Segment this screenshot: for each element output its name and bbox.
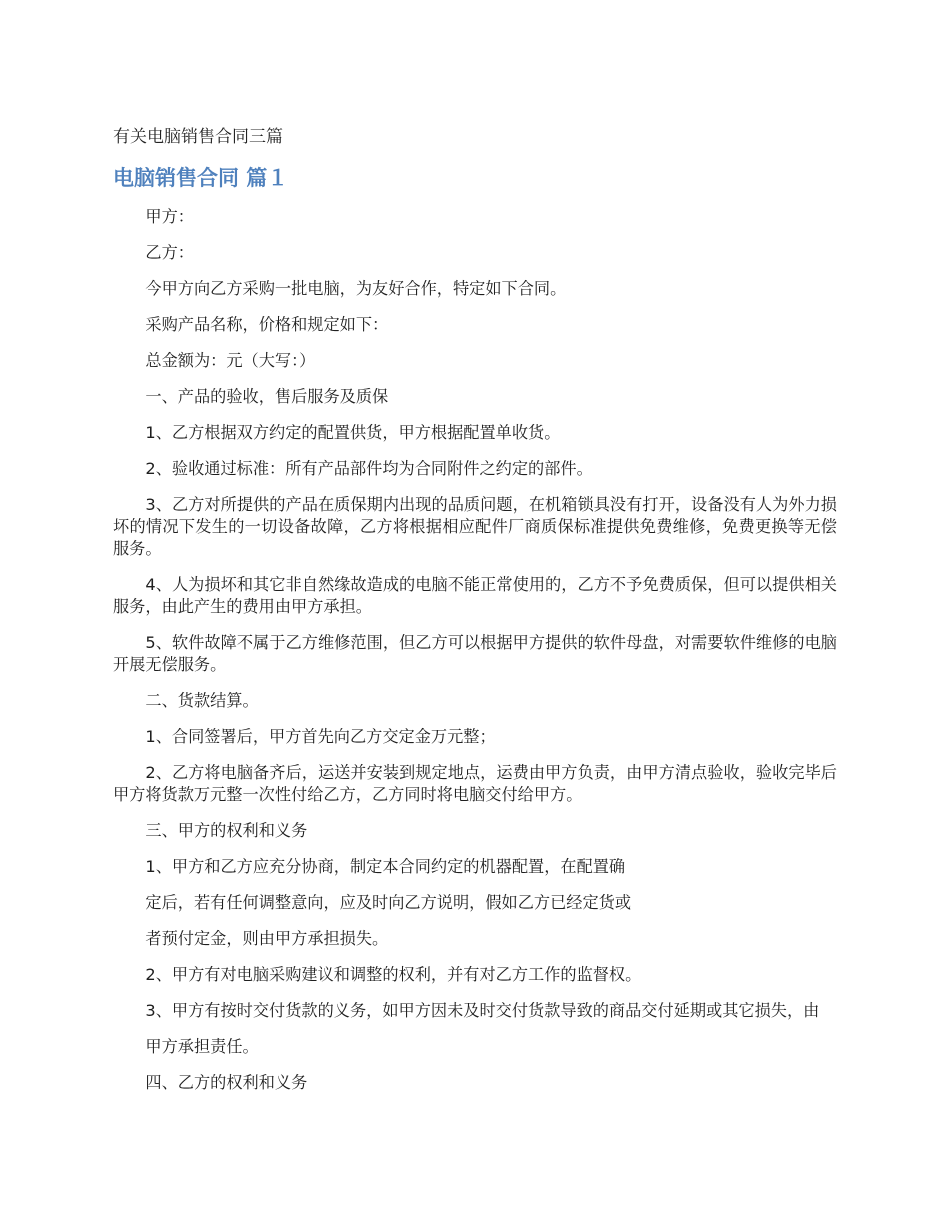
clause-3-1-line-2: 定后，若有任何调整意向，应及时向乙方说明，假如乙方已经定货或 [145,893,632,912]
paragraph-total-amount: 总金额为：元（大写：） [145,351,316,370]
document-body [113,206,837,1108]
paragraph-product-spec: 采购产品名称，价格和规定如下： [145,315,389,334]
clause-1-1: 1、乙方根据双方约定的配置供货，甲方根据配置单收货。 [145,423,561,442]
clause-3-3: 3、甲方有按时交付货款的义务，如甲方因未及时交付货款导致的商品交付延期或其它损失，由 [145,1001,820,1020]
clause-3-3-continued: 甲方承担责任。 [145,1037,259,1056]
clause-3-2: 2、甲方有对电脑采购建议和调整的权利，并有对乙方工作的监督权。 [145,965,642,984]
clause-3-1-line-1: 1、甲方和乙方应充分协商，制定本合同约定的机器配置，在配置确 [145,857,626,876]
paragraph-intro: 今甲方向乙方采购一批电脑，为友好合作，特定如下合同。 [145,279,567,298]
clause-2-2: 2、乙方将电脑备齐后，运送并安装到规定地点，运费由甲方负责，由甲方清点验收，验收完毕后甲方将货款万元整一次性付给乙方，乙方同时将电脑交付给甲方。 [113,763,837,804]
section-heading: 电脑销售合同 篇１ [113,166,289,190]
clause-2-1: 1、合同签署后，甲方首先向乙方交定金万元整； [145,727,496,746]
party-a-line: 甲方： [145,207,194,226]
clause-1-5: 5、软件故障不属于乙方维修范围，但乙方可以根据甲方提供的软件母盘，对需要软件维修的电脑开展无偿服务。 [113,633,837,674]
clause-1-4: 4、人为损坏和其它非自然缘故造成的电脑不能正常使用的，乙方不予免费质保，但可以提供相关服务，由此产生的费用由甲方承担。 [113,575,837,616]
clause-heading-2: 二、货款结算。 [145,691,259,710]
clause-1-3: 3、乙方对所提供的产品在质保期内出现的品质问题，在机箱锁具没有打开，设备没有人为外力损坏的情况下发生的一切设备故障，乙方将根据相应配件厂商质保标准提供免费维修，免费更换等无偿服务。 [113,495,837,558]
clause-3-1-line-3: 者预付定金，则由甲方承担损失。 [145,929,389,948]
clause-1-2: 2、验收通过标准：所有产品部件均为合同附件之约定的部件。 [145,459,593,478]
clause-heading-1: 一、产品的验收，售后服务及质保 [145,387,389,406]
clause-heading-3: 三、甲方的权利和义务 [145,821,308,840]
document-title: 有关电脑销售合同三篇 [113,127,283,147]
clause-heading-4: 四、乙方的权利和义务 [145,1073,308,1092]
party-b-line: 乙方： [145,243,194,262]
